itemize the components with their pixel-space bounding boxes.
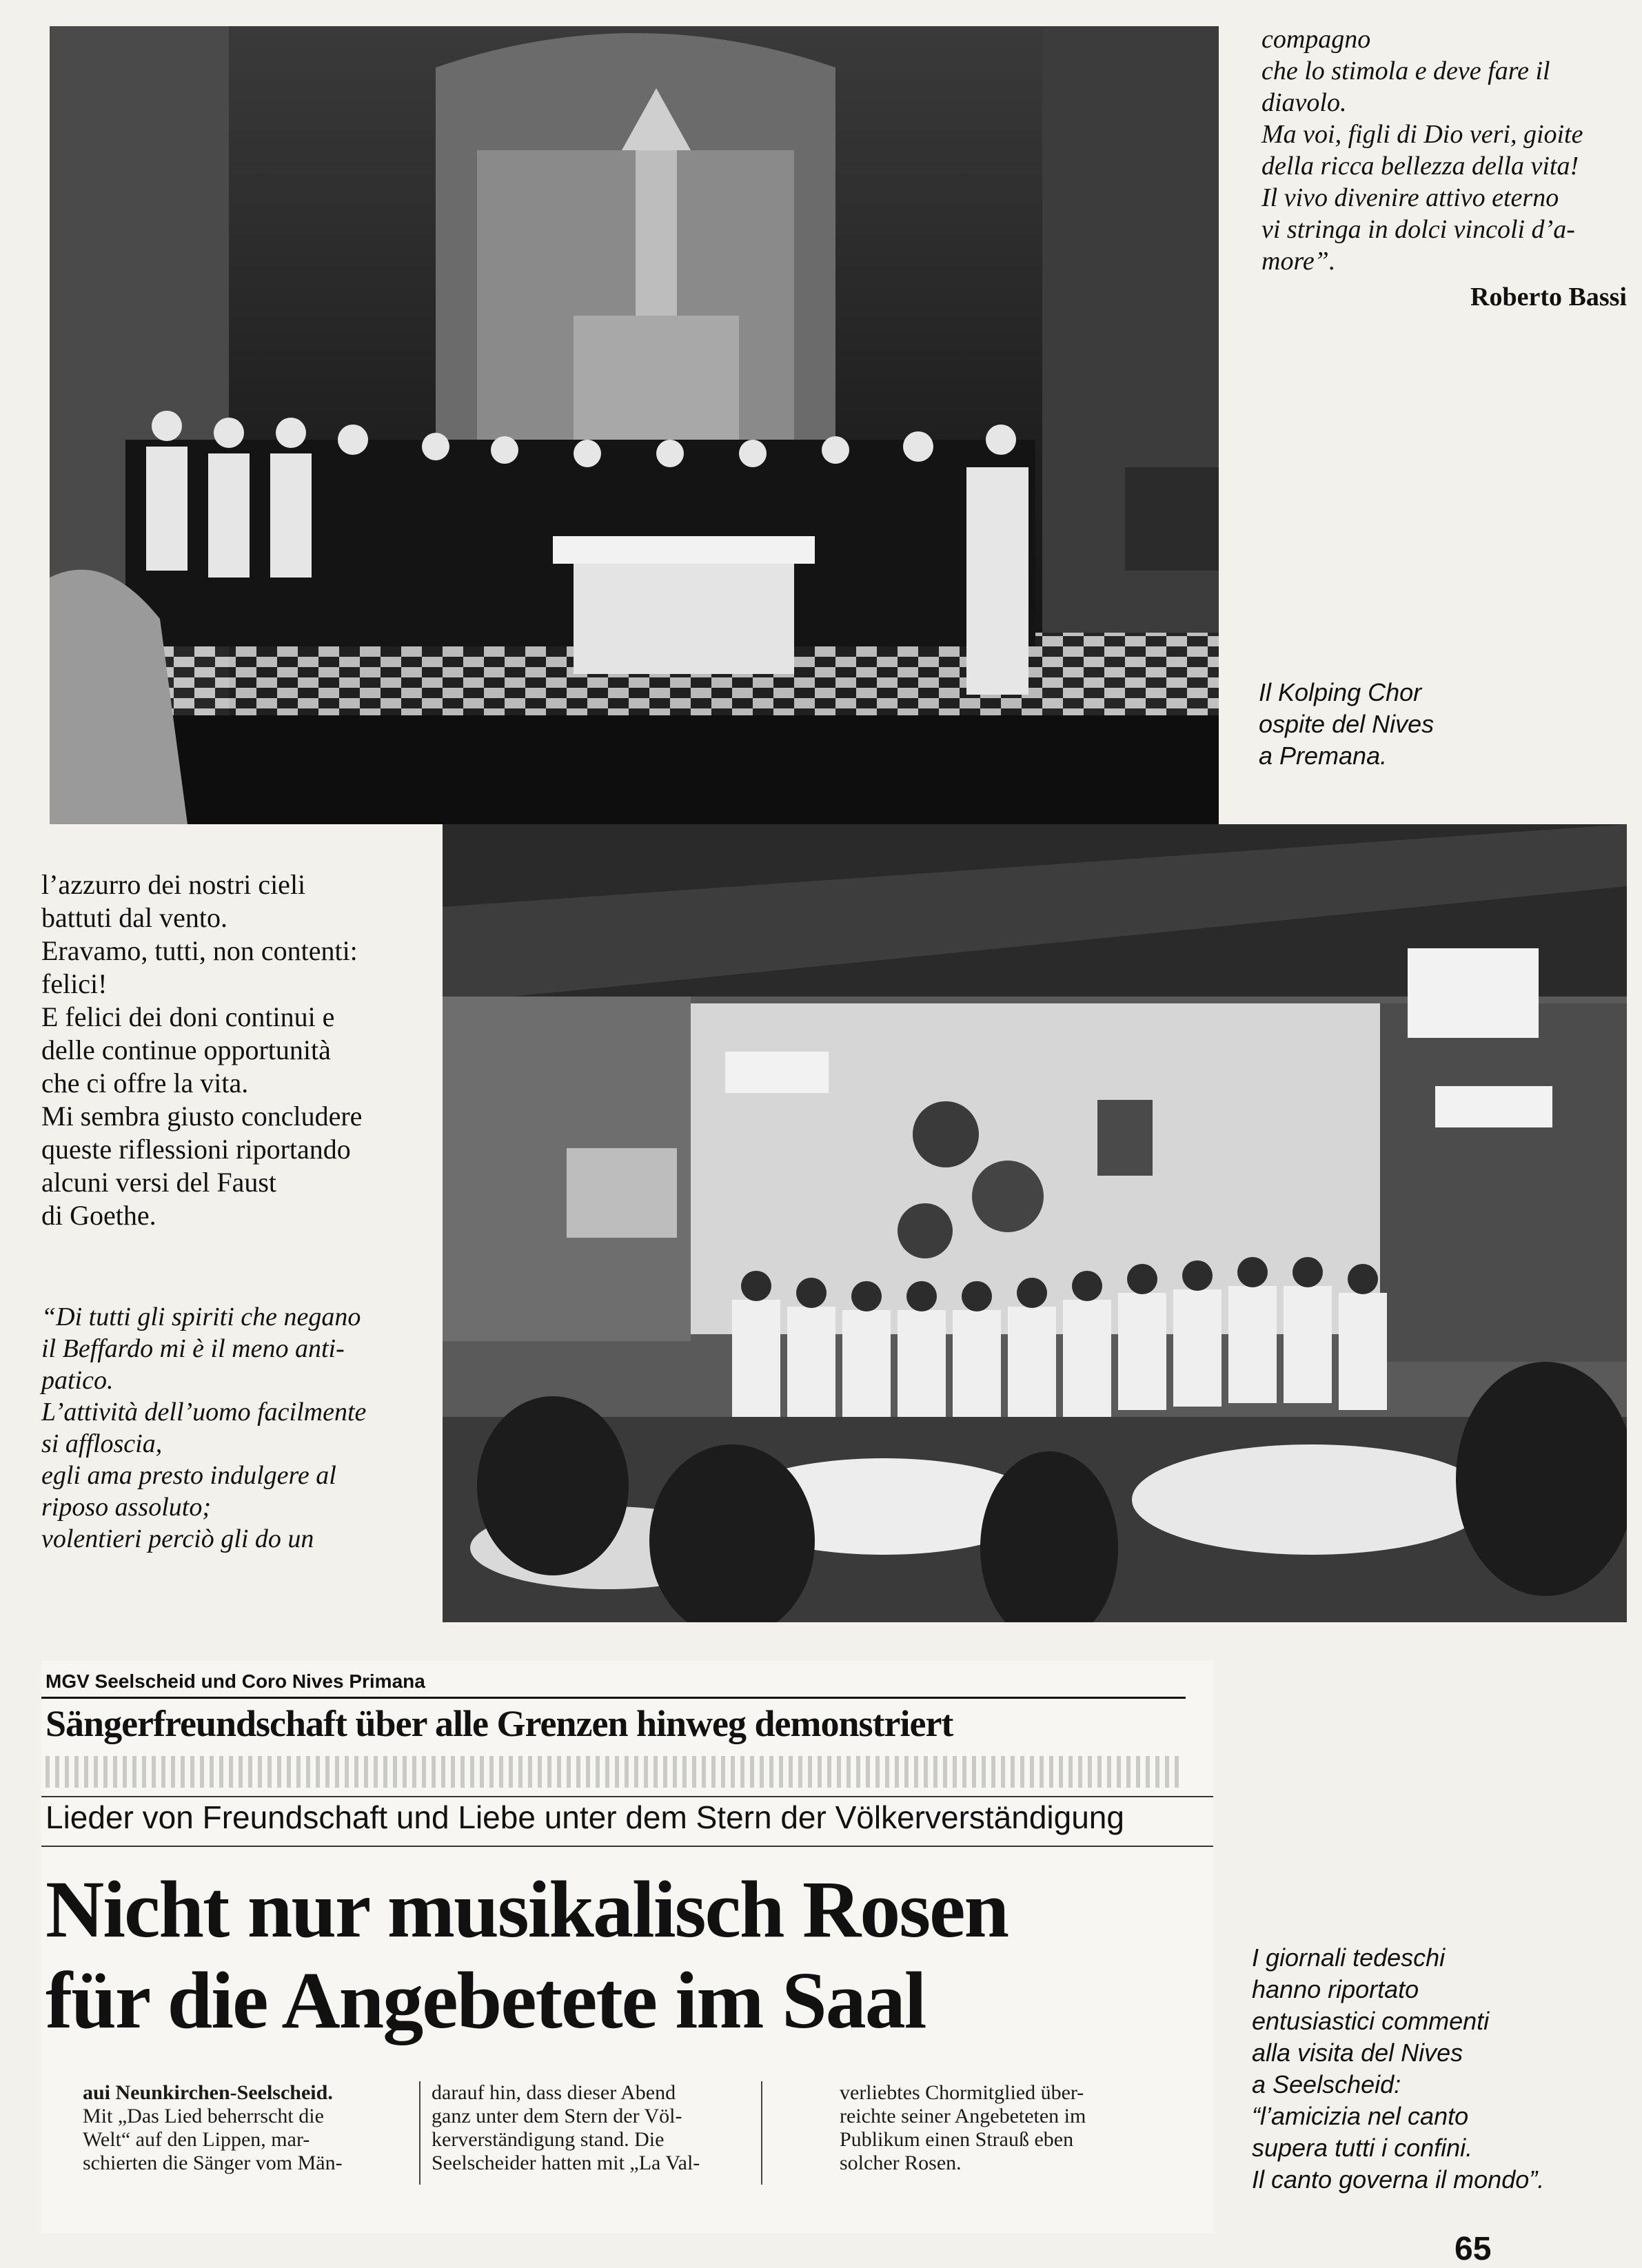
caption-top <box>1259 677 1603 772</box>
poem-line: “Di tutti gli spiriti che negano <box>41 1302 361 1331</box>
caption-line: “l’amicizia nel canto <box>1252 2102 1469 2130</box>
caption-line: hanno riportato <box>1252 1975 1419 2003</box>
clipping-headline-line1: Nicht nur musikalisch Rosen <box>45 1864 1008 1954</box>
column-line: darauf hin, dass dieser Abend <box>432 2081 676 2104</box>
rule <box>41 1846 1213 1847</box>
poem-line: riposo assoluto; <box>41 1493 211 1522</box>
body-line: delle continue opportunità <box>41 1034 331 1065</box>
poem-line: il Beffardo mi è il meno anti- <box>41 1334 345 1363</box>
newspaper-clipping <box>41 1661 1213 2233</box>
clipping-kicker: MGV Seelscheid und Coro Nives Primana <box>45 1671 425 1692</box>
body-line: battuti dal vento. <box>41 902 227 933</box>
poem-author: Roberto Bassi <box>1470 283 1627 311</box>
poem-line: more”. <box>1261 247 1336 276</box>
column-line: solcher Rosen. <box>840 2152 962 2174</box>
body-line: E felici dei doni continui e <box>41 1001 335 1032</box>
body-line: alcuni versi del Faust <box>41 1167 277 1198</box>
column-line: Publikum einen Strauß eben <box>840 2128 1074 2151</box>
caption-line: Il canto governa il mondo”. <box>1252 2165 1545 2194</box>
page-number: 65 <box>1455 2231 1492 2267</box>
poem-line: egli ama presto indulgere al <box>41 1461 336 1490</box>
clipping-column-1 <box>83 2081 414 2175</box>
poem-line: diavolo. <box>1261 88 1347 117</box>
caption-line: entusiastici commenti <box>1252 2007 1490 2035</box>
clipping-headline-top: Sängerfreundschaft über alle Grenzen hinweg demonstriert <box>45 1703 953 1744</box>
blurred-text-strip <box>45 1756 1183 1788</box>
poem-line: L’attività dell’uomo facilmente <box>41 1398 367 1427</box>
poem-line: Ma voi, figli di Dio veri, gioite <box>1261 120 1583 149</box>
column-line: kerverständigung stand. Die <box>432 2128 665 2151</box>
poem-line: Il vivo divenire attivo eterno <box>1261 183 1559 212</box>
caption-line: alla visita del Nives <box>1252 2039 1463 2067</box>
column-line: aui Neunkirchen-Seelscheid. <box>83 2081 333 2104</box>
clipping-headline-line2: für die Angebetete im Saal <box>45 1955 926 2045</box>
column-line: Seelscheider hatten mit „La Val- <box>432 2152 700 2174</box>
clipping-column-3 <box>840 2081 1157 2175</box>
caption-line: supera tutti i confini. <box>1252 2134 1473 2162</box>
caption-line: Il Kolping Chor <box>1259 678 1422 706</box>
body-line: l’azzurro dei nostri cieli <box>41 869 306 900</box>
caption-line: I giornali tedeschi <box>1252 1943 1446 1972</box>
caption-bottom <box>1252 1942 1624 2196</box>
column-line: ganz unter dem Stern der Völ- <box>432 2105 682 2127</box>
column-line: verliebtes Chormitglied über- <box>840 2081 1084 2104</box>
rule <box>41 1697 1186 1699</box>
clipping-subhead: Lieder von Freundschaft und Liebe unter dem Stern der Völkerverständigung <box>45 1799 1124 1835</box>
body-text-left <box>41 868 400 1232</box>
rule <box>41 1796 1213 1797</box>
restaurant-photo <box>443 824 1627 1622</box>
poem-line: compagno <box>1261 25 1371 54</box>
poem-line: si affloscia, <box>41 1429 163 1458</box>
poem-line: vi stringa in dolci vincoli d’a- <box>1261 215 1575 244</box>
column-line: Mit „Das Lied beherrscht die <box>83 2105 324 2127</box>
poem-line: della ricca bellezza della vita! <box>1261 152 1579 181</box>
poem-top <box>1261 23 1627 313</box>
column-line: Welt“ auf den Lippen, mar- <box>83 2128 310 2151</box>
body-line: che ci offre la vita. <box>41 1067 249 1099</box>
body-line: di Goethe. <box>41 1200 156 1231</box>
poem-line: patico. <box>41 1366 114 1395</box>
body-line: queste riflessioni riportando <box>41 1134 351 1165</box>
church-choir-photo <box>50 26 1219 824</box>
body-line: felici! <box>41 968 108 999</box>
caption-line: a Seelscheid: <box>1252 2070 1401 2098</box>
poem-line: volentieri perciò gli do un <box>41 1524 314 1553</box>
poem-left <box>41 1301 407 1555</box>
column-line: schierten die Sänger vom Män- <box>83 2152 343 2174</box>
body-line: Eravamo, tutti, non contenti: <box>41 935 358 966</box>
column-line: reichte seiner Angebeteten im <box>840 2105 1086 2127</box>
poem-line: che lo stimola e deve fare il <box>1261 57 1550 85</box>
column-divider <box>419 2081 420 2185</box>
caption-line: ospite del Nives <box>1259 710 1435 738</box>
clipping-column-2 <box>432 2081 756 2175</box>
body-line: Mi sembra giusto concludere <box>41 1101 363 1132</box>
caption-line: a Premana. <box>1259 742 1388 770</box>
column-divider <box>761 2081 762 2185</box>
